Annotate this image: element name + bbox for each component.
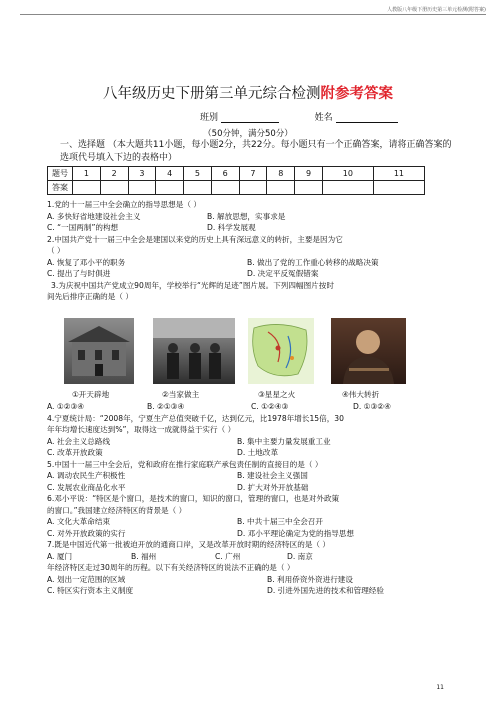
question-number: 10 [322,167,373,181]
q8-options-cd [47,585,447,597]
map-illustration [248,318,314,384]
q8-option-b: B. 利用侨资外资进行建设 [267,574,353,584]
q2-option-a: A. 恢复了邓小平的职务 [47,257,126,267]
q2-options-cd [47,268,447,280]
header-divider [20,14,486,15]
question-number: 6 [211,167,239,181]
question-number: 1 [73,167,101,181]
answer-cell[interactable] [322,181,373,195]
q6-stem-line2: 的窗口。”我国建立经济特区的背景是（ ） [47,505,187,515]
q7-stem: 7.既是中国近代第一批被迫开放的通商口岸，又是改革开放时期的经济特区的是（ ） [47,540,331,549]
q4-option-c: C. 改革开放政策 [47,448,103,457]
q2-option-b: B. 做出了党的工作重心转移的战略决策 [247,257,379,267]
answer-table-header-row [48,167,425,181]
title-answer-note: 附参考答案 [320,86,393,102]
caption-2: ②当家做主 [162,390,200,399]
q8-option-d: D. 引进外国先进的技术和管理经验 [267,586,384,595]
q3-option-a: A. ①②③④ [47,402,85,411]
q6-options-ab [47,516,447,528]
answer-cell[interactable] [100,181,128,195]
question-number-label: 题号 [48,167,73,181]
q1-options-cd [47,222,447,234]
q4-option-d: D. 土地改革 [237,448,279,457]
running-header: 人教版八年级下册历史第三单元检测(附答案) [387,7,486,13]
q3-option-b: B. ②①③④ [147,402,185,411]
caption-4: ④伟大转折 [342,390,380,399]
answer-cell[interactable] [239,181,267,195]
answer-cell[interactable] [267,181,295,195]
q4-options-cd [47,447,447,459]
q5-option-b: B. 建设社会主义强国 [237,471,308,480]
answer-label: 答案 [48,181,73,195]
building-illustration [64,318,134,384]
q2-stem-line1: 2.中国共产党十一届三中全会是建国以来党的历史上具有深远意义的转折，主要是因为它 [47,234,343,244]
answer-cell[interactable] [184,181,212,195]
q1-option-b: B. 解放思想，实事求是 [207,211,286,221]
q2-options-ab [47,257,447,269]
photo-xingxing-zhihuo [248,318,314,384]
class-blank[interactable] [221,113,279,123]
q5-option-a: A. 调动农民生产积极性 [47,471,126,480]
answer-cell[interactable] [128,181,156,195]
q1-option-d: D. 科学发展观 [207,223,256,232]
page-title [0,82,496,103]
page-number: 11 [436,684,444,691]
q5-options-cd [47,482,447,494]
question-number: 9 [295,167,323,181]
q6-option-d: D. 邓小平理论确定为党的指导思想 [237,528,354,538]
q1-option-a: A. 多快好省地建设社会主义 [47,211,141,221]
q4-option-b: B. 集中主要力量发展重工业 [237,436,331,446]
answer-cell[interactable] [211,181,239,195]
q4-options-ab [47,436,447,448]
photo-weida-zhuanzhe [331,318,406,384]
q1-stem: 1.党的十一届三中全会确立的指导思想是（ ） [47,200,201,209]
q3-stem-line2: 间先后排序正确的是（ ） [47,292,133,301]
q5-option-d: D. 扩大对外开放基础 [237,482,309,492]
ceremony-illustration [153,318,235,384]
title-main: 八年级历史下册第三单元综合检测 [103,86,321,102]
q6-option-b: B. 中共十届三中全会召开 [237,517,323,526]
questions-block-1 [47,199,447,303]
q7-option-a: A. 厦门 [47,551,73,561]
q6-option-c: C. 对外开放政策的实行 [47,528,126,538]
q3-option-d: D. ①③②④ [353,402,391,411]
question-number: 4 [156,167,184,181]
question-number: 11 [373,167,424,181]
q5-option-c: C. 发展农业商品化水平 [47,482,126,492]
class-label: 班别 [200,113,219,123]
q6-stem-line1: 6.邓小平说：“特区是个窗口，是技术的窗口，知识的窗口，管理的窗口，也是对外政策 [47,494,340,503]
q1-option-c: C. “一国两制”的构想 [47,223,119,232]
q8-stem: 年经济特区走过30周年的历程。以下有关经济特区的说法不正确的是（ ） [47,563,295,572]
answer-table [47,166,425,195]
q3-option-c: C. ①②④③ [251,402,289,411]
q5-options-ab [47,470,447,482]
q4-option-a: A. 社会主义总路线 [47,436,111,446]
questions-block-2 [47,401,447,597]
q7-options [47,551,447,563]
caption-3: ③星星之火 [258,390,296,399]
q2-stem-line2: （ ） [47,246,65,255]
name-blank[interactable] [336,113,398,123]
question-number: 2 [100,167,128,181]
time-note: （50分钟，满分50分） [203,129,293,139]
q8-options-ab [47,574,447,586]
q8-option-a: A. 划出一定范围的区域 [47,574,126,584]
question-number: 3 [128,167,156,181]
q7-option-d: D. 南京 [287,551,313,561]
q2-option-d: D. 决定平反冤假错案 [247,269,319,278]
q3-photo-captions [72,389,412,400]
q4-stem-line2: 年年均增长速度达到%”，取得这一成就得益于实行（ ） [47,425,236,434]
section-heading: 一、选择题 （本大题共11小题，每小题2分，共22分。每小题只有一个正确答案，请将正确答案的选项代号填入下边的表格中） [60,140,452,163]
photo-dangjia-zuozhu [153,318,235,384]
q5-stem: 5.中国十一届三中全会后，党和政府在推行家庭联产承包责任制的直接目的是（ ） [47,459,323,469]
answer-table-answer-row [48,181,425,195]
photo-kaitian-pidi [64,318,134,384]
q3-stem-line1: 3.为庆祝中国共产党成立90周年，学校举行“光辉的足迹”图片展。下列四幅图片按时 [51,280,334,290]
q1-options-ab [47,211,447,223]
answer-cell[interactable] [373,181,424,195]
student-info [200,110,398,123]
portrait-illustration [331,318,406,384]
answer-cell[interactable] [295,181,323,195]
q7-option-c: C. 广州 [215,551,241,561]
q2-option-c: C. 提出了与时俱进 [47,269,111,278]
q3-options [47,401,447,413]
q4-stem-line1: 4.宁夏统计局：“2008年，宁夏生产总值突破千亿，达到亿元，比1978年增长15倍，30 [47,413,344,423]
question-number: 5 [184,167,212,181]
q8-option-c: C. 特区实行资本主义制度 [47,586,134,595]
caption-1: ①开天辟地 [72,390,110,399]
question-number: 8 [267,167,295,181]
answer-cell[interactable] [73,181,101,195]
q6-options-cd [47,528,447,540]
question-number: 7 [239,167,267,181]
answer-cell[interactable] [156,181,184,195]
q6-option-a: A. 文化大革命结束 [47,517,111,526]
name-label: 姓名 [314,113,333,123]
q7-option-b: B. 福州 [131,551,157,561]
